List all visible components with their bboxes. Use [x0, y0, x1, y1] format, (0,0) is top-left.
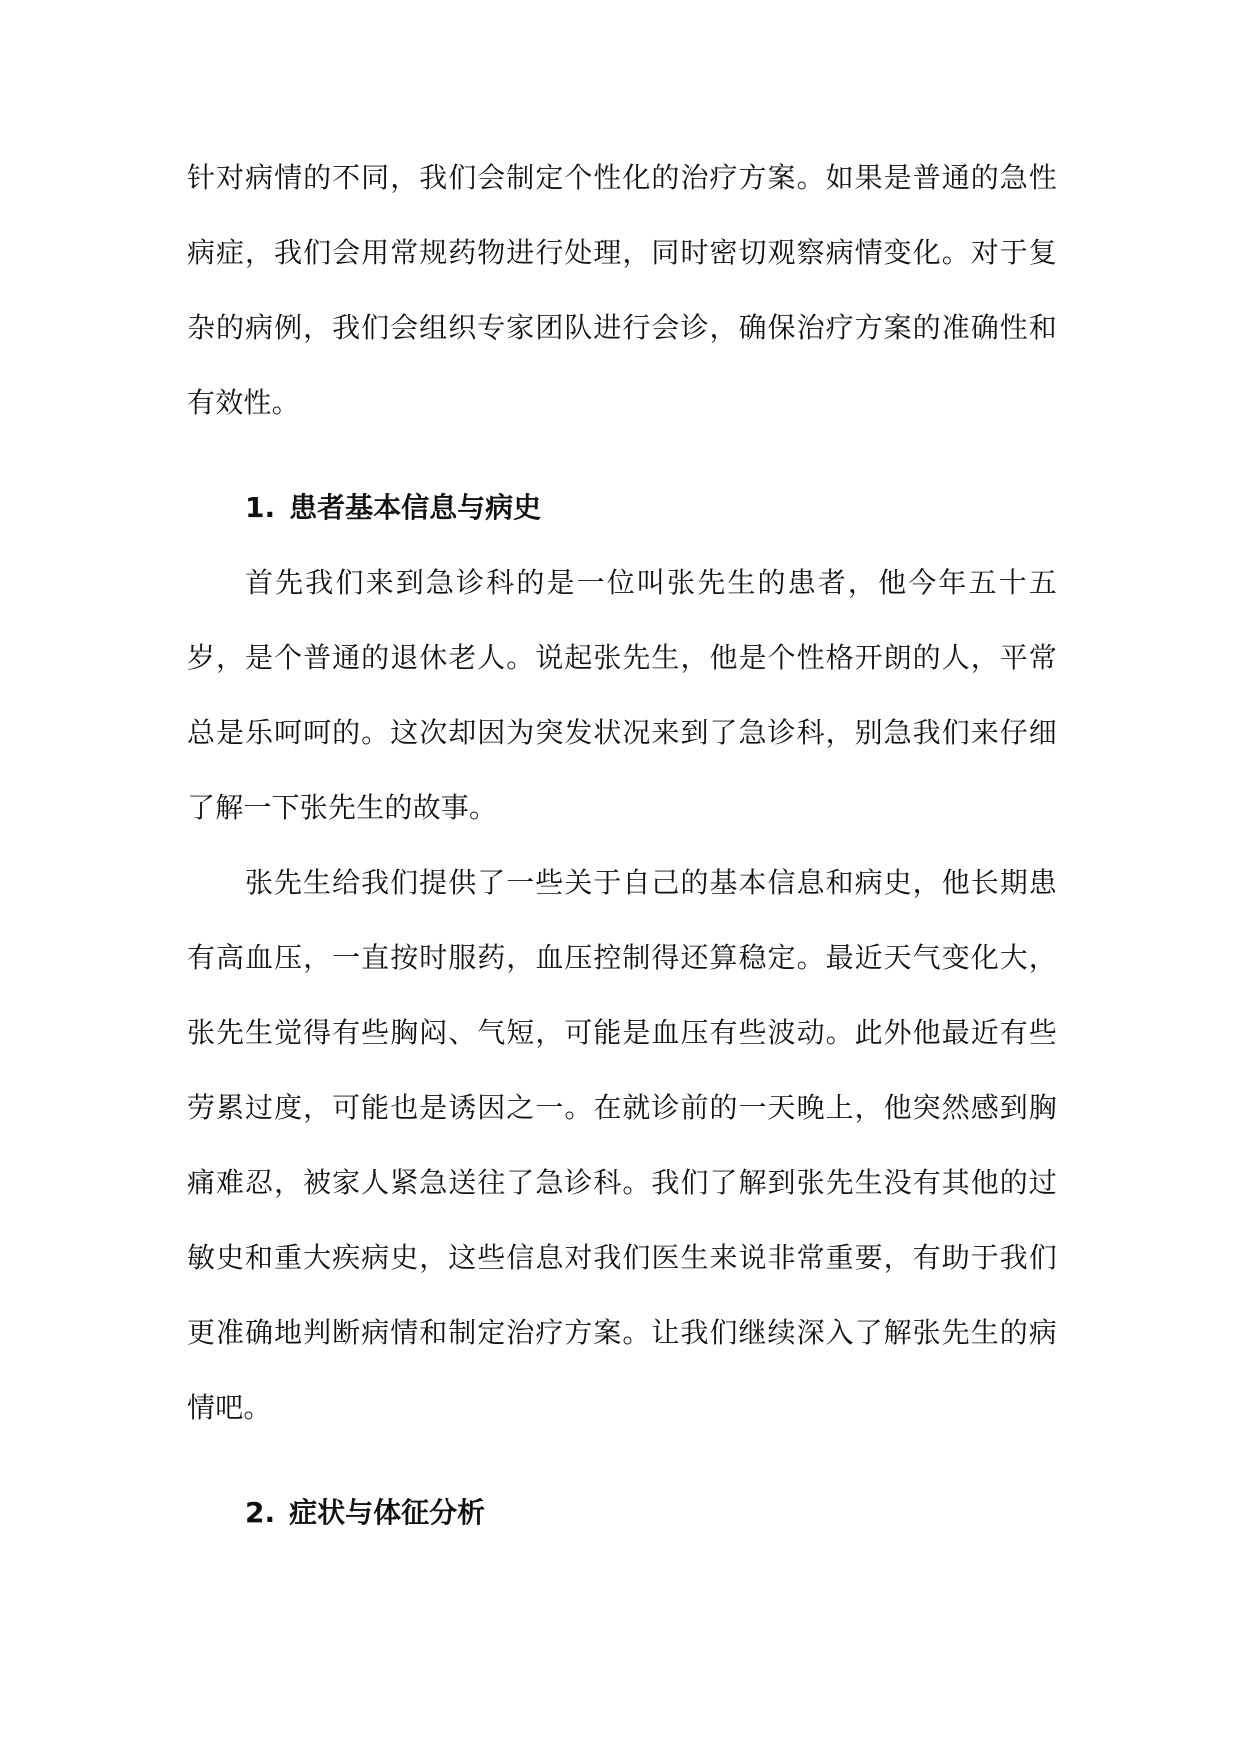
spacer [187, 1445, 1057, 1475]
paragraph-treatment-plan: 针对病情的不同，我们会制定个性化的治疗方案。如果是普通的急性病症，我们会用常规药物进行处理，同时密切观察病情变化。对于复杂的病例，我们会组织专家团队进行会诊，确保治疗方案的准确性和有效性。 [187, 161, 1057, 419]
paragraph-medical-history: 张先生给我们提供了一些关于自己的基本信息和病史，他长期患有高血压，一直按时服药，血压控制得还算稳定。最近天气变化大，张先生觉得有些胸闷、气短，可能是血压有些波动。此外他最近有些劳累过度，可能也是诱因之一。在就诊前的一天晚上，他突然感到胸痛难忍，被家人紧急送往了急诊科。我们了解到张先生没有其他的过敏史和重大疾病史，这些信息对我们医生来说非常重要，有助于我们更准确地判断病情和制定治疗方案。让我们继续深入了解张先生的病情吧。 [187, 866, 1057, 1424]
paragraph-patient-intro: 首先我们来到急诊科的是一位叫张先生的患者，他今年五十五岁，是个普通的退休老人。说起张先生，他是个性格开朗的人，平常总是乐呵呵的。这次却因为突发状况来到了急诊科，别急我们来仔细了解一下张先生的故事。 [187, 566, 1057, 824]
section-number: 2. [245, 1496, 276, 1529]
section-title: 症状与体征分析 [289, 1496, 486, 1529]
document-body [187, 140, 1057, 1550]
section-heading-2 [187, 1475, 1057, 1550]
section-title: 患者基本信息与病史 [289, 491, 542, 524]
spacer [187, 440, 1057, 470]
section-heading-1 [187, 470, 1057, 545]
section-number: 1. [245, 491, 276, 524]
